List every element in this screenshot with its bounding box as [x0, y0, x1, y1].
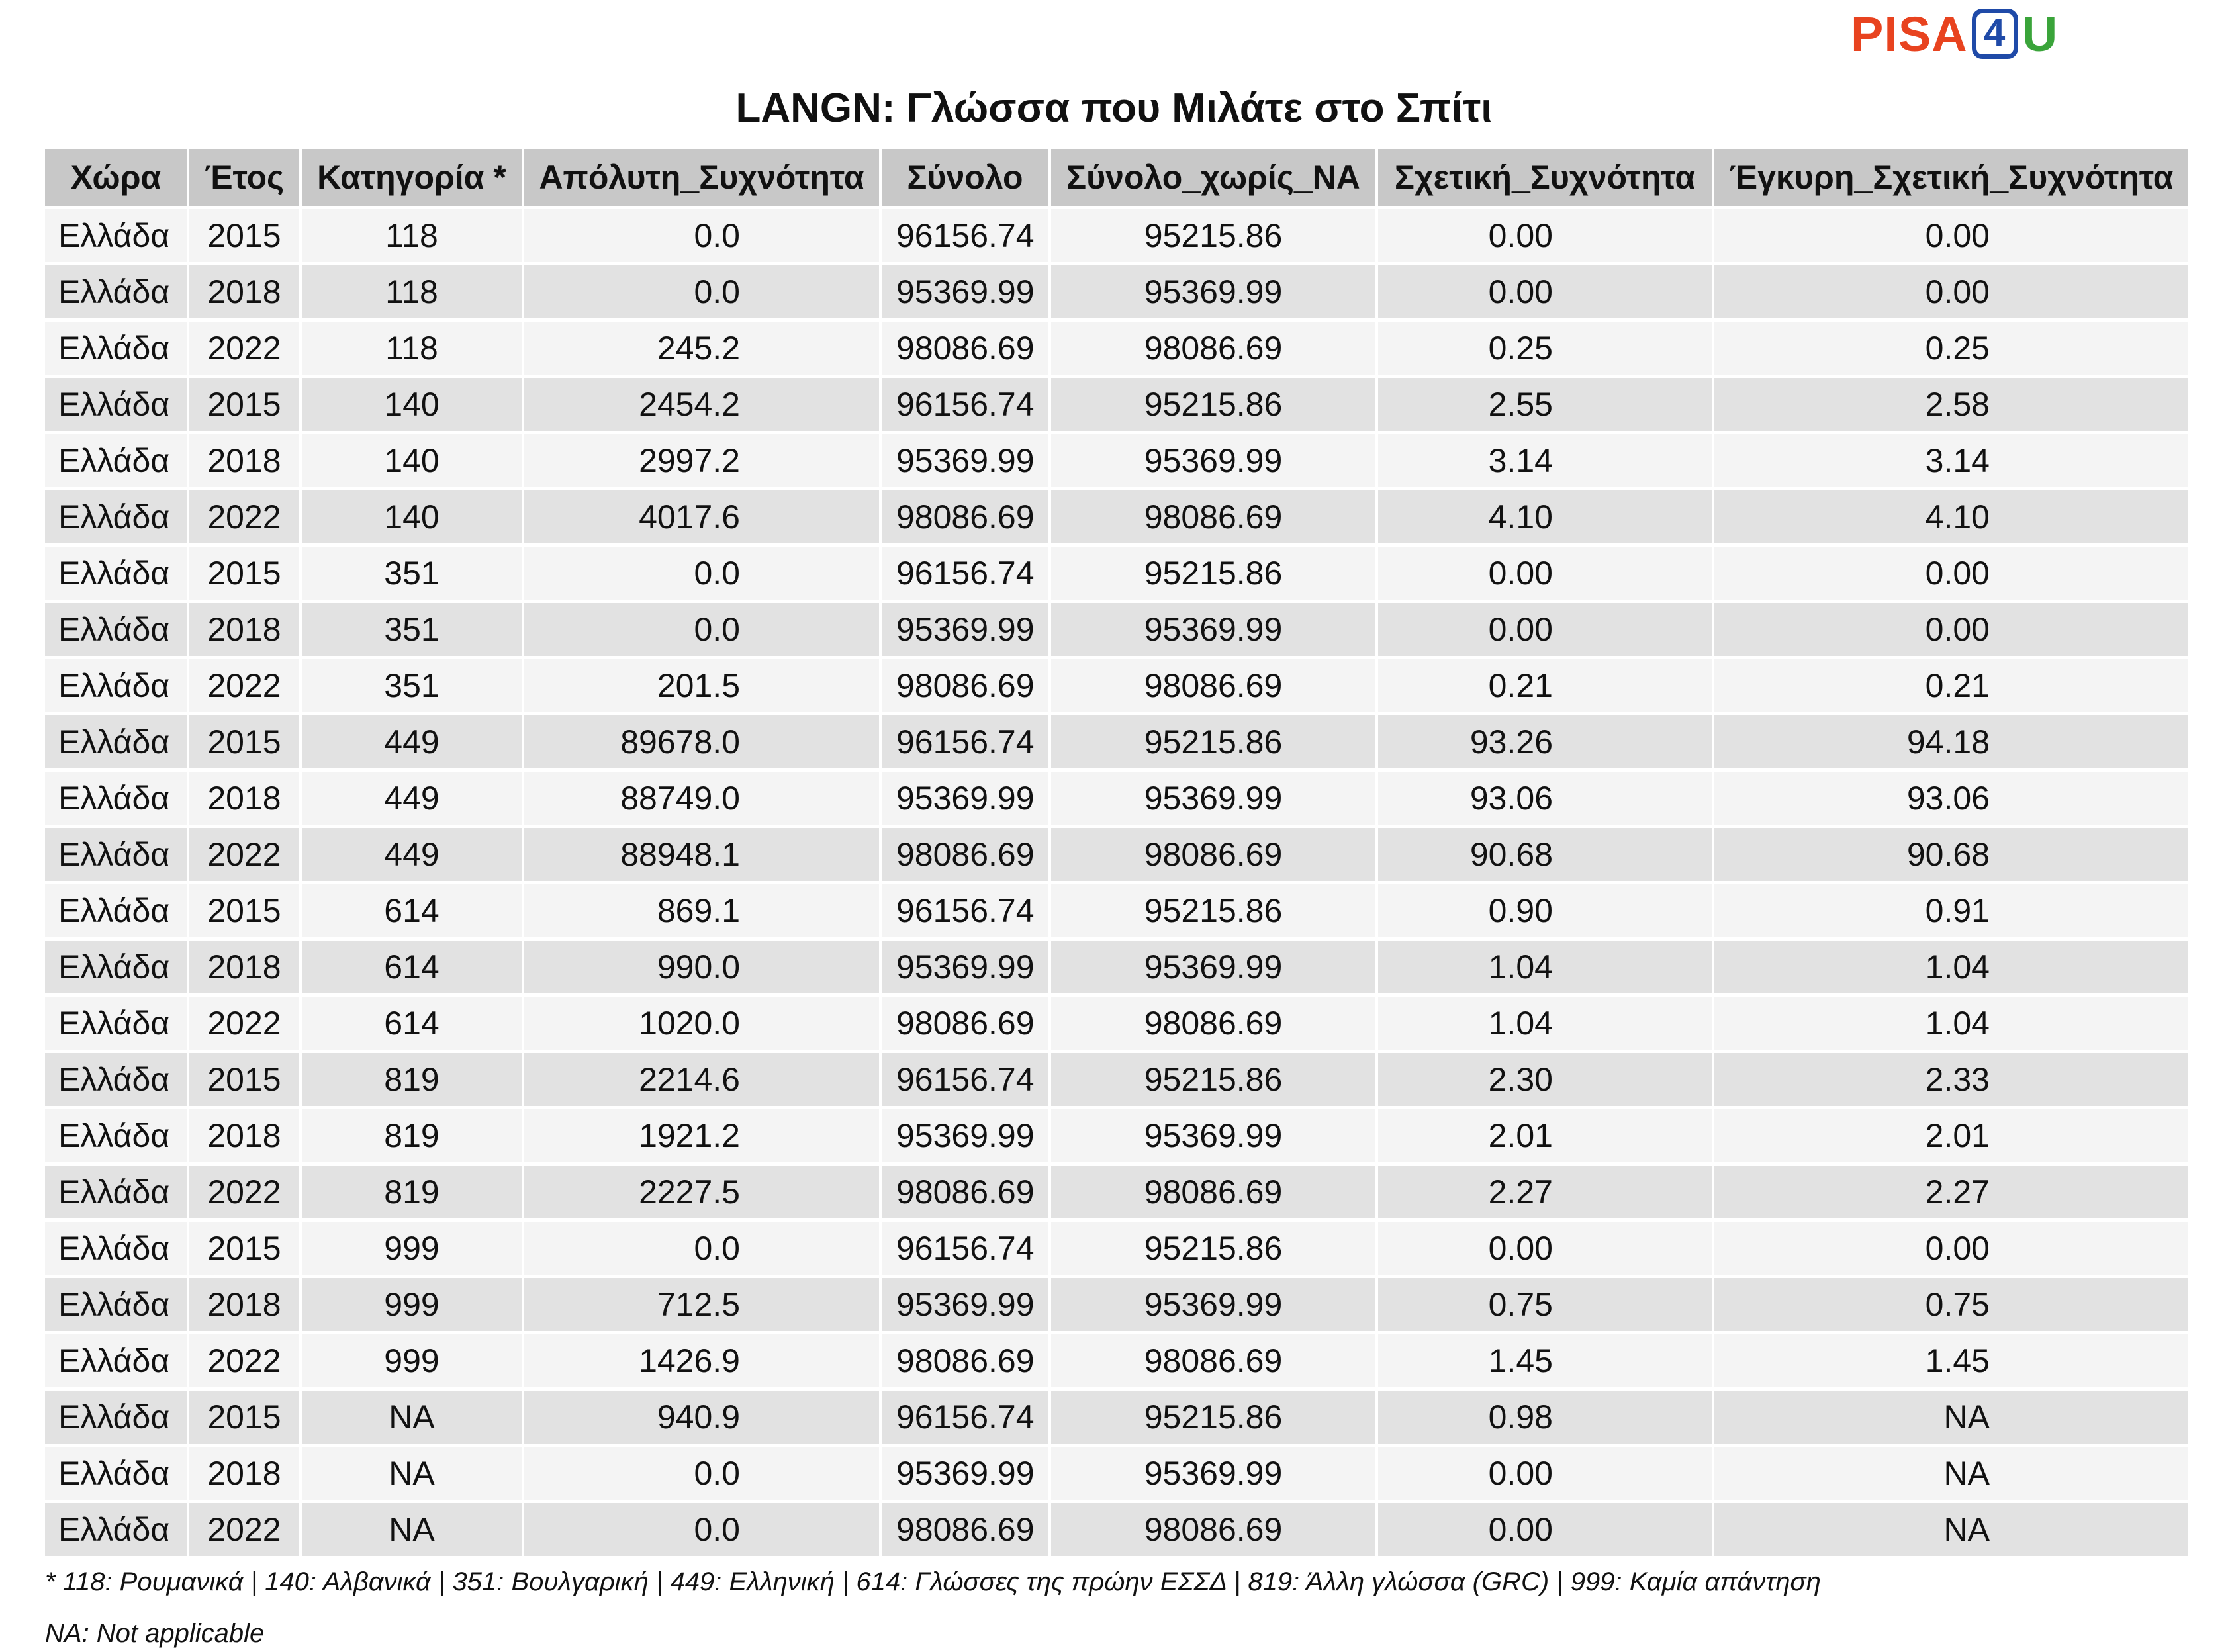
- table-row: [45, 1220, 2190, 1277]
- cell-total: 96156.74: [880, 377, 1050, 433]
- cell-total-without-na: 95215.86: [1050, 545, 1377, 602]
- cell-country: Ελλάδα: [45, 433, 188, 489]
- cell-total-without-na: 95369.99: [1050, 770, 1377, 827]
- cell-relative-frequency: 0.00: [1377, 602, 1713, 658]
- cell-total-without-na: 95215.86: [1050, 1052, 1377, 1108]
- cell-year: 2018: [188, 1108, 301, 1164]
- cell-relative-frequency: 93.06: [1377, 770, 1713, 827]
- header-relative-frequency: Σχετική_Συχνότητα: [1377, 149, 1713, 208]
- cell-total: 96156.74: [880, 1052, 1050, 1108]
- header-total-without-na: Σύνολο_χωρίς_NA: [1050, 149, 1377, 208]
- cell-total: 96156.74: [880, 883, 1050, 939]
- cell-country: Ελλάδα: [45, 1220, 188, 1277]
- cell-year: 2018: [188, 1277, 301, 1333]
- cell-category: 351: [301, 602, 523, 658]
- header-valid-relative-frequency: Έγκυρη_Σχετική_Συχνότητα: [1713, 149, 2190, 208]
- cell-total-without-na: 95215.86: [1050, 714, 1377, 770]
- cell-year: 2022: [188, 1333, 301, 1389]
- cell-valid-relative-frequency: 2.01: [1713, 1108, 2190, 1164]
- cell-total: 95369.99: [880, 1108, 1050, 1164]
- table-row: [45, 264, 2190, 320]
- cell-year: 2022: [188, 320, 301, 377]
- cell-relative-frequency: 0.00: [1377, 1502, 1713, 1557]
- footnote-categories: * 118: Ρουμανικά | 140: Αλβανικά | 351: Βουλγαρική | 449: Ελληνική | 614: Γλώσσες της πρώην ΕΣΣΔ | 819: Άλλη γλώσσα (GRC) | 999: Καμία απάντηση: [45, 1567, 1821, 1596]
- cell-absolute-frequency: 869.1: [523, 883, 880, 939]
- cell-year: 2022: [188, 827, 301, 883]
- cell-absolute-frequency: 2454.2: [523, 377, 880, 433]
- table-row: [45, 1277, 2190, 1333]
- cell-category: 351: [301, 545, 523, 602]
- cell-category: 819: [301, 1052, 523, 1108]
- cell-country: Ελλάδα: [45, 714, 188, 770]
- cell-relative-frequency: 1.04: [1377, 939, 1713, 995]
- cell-total: 98086.69: [880, 658, 1050, 714]
- cell-total: 95369.99: [880, 602, 1050, 658]
- cell-total-without-na: 95369.99: [1050, 433, 1377, 489]
- cell-relative-frequency: 0.00: [1377, 1220, 1713, 1277]
- cell-category: 351: [301, 658, 523, 714]
- cell-absolute-frequency: 2214.6: [523, 1052, 880, 1108]
- cell-total: 98086.69: [880, 1502, 1050, 1557]
- cell-category: 614: [301, 995, 523, 1052]
- cell-total: 98086.69: [880, 489, 1050, 545]
- cell-absolute-frequency: 4017.6: [523, 489, 880, 545]
- cell-total-without-na: 98086.69: [1050, 1502, 1377, 1557]
- cell-relative-frequency: 0.98: [1377, 1389, 1713, 1446]
- cell-category: 449: [301, 827, 523, 883]
- pisa4u-logo: [1851, 5, 2058, 62]
- cell-country: Ελλάδα: [45, 545, 188, 602]
- logo-text-four: 4: [1972, 9, 2018, 59]
- cell-total: 95369.99: [880, 770, 1050, 827]
- header-total: Σύνολο: [880, 149, 1050, 208]
- cell-total: 98086.69: [880, 1333, 1050, 1389]
- cell-year: 2015: [188, 208, 301, 264]
- cell-total-without-na: 95369.99: [1050, 939, 1377, 995]
- cell-relative-frequency: 0.00: [1377, 208, 1713, 264]
- cell-year: 2015: [188, 883, 301, 939]
- cell-valid-relative-frequency: 1.45: [1713, 1333, 2190, 1389]
- cell-country: Ελλάδα: [45, 827, 188, 883]
- cell-absolute-frequency: 89678.0: [523, 714, 880, 770]
- cell-total: 98086.69: [880, 827, 1050, 883]
- cell-total: 96156.74: [880, 545, 1050, 602]
- cell-absolute-frequency: 0.0: [523, 545, 880, 602]
- cell-relative-frequency: 2.55: [1377, 377, 1713, 433]
- cell-valid-relative-frequency: 94.18: [1713, 714, 2190, 770]
- cell-absolute-frequency: 1921.2: [523, 1108, 880, 1164]
- cell-valid-relative-frequency: NA: [1713, 1389, 2190, 1446]
- cell-year: 2018: [188, 939, 301, 995]
- table-row: [45, 770, 2190, 827]
- cell-valid-relative-frequency: 1.04: [1713, 995, 2190, 1052]
- cell-valid-relative-frequency: 2.58: [1713, 377, 2190, 433]
- cell-total-without-na: 98086.69: [1050, 1333, 1377, 1389]
- cell-year: 2015: [188, 1052, 301, 1108]
- table-row: [45, 714, 2190, 770]
- table-row: [45, 489, 2190, 545]
- cell-year: 2015: [188, 1389, 301, 1446]
- header-year: Έτος: [188, 149, 301, 208]
- cell-valid-relative-frequency: 90.68: [1713, 827, 2190, 883]
- cell-total-without-na: 95215.86: [1050, 377, 1377, 433]
- cell-total: 95369.99: [880, 433, 1050, 489]
- cell-category: 140: [301, 377, 523, 433]
- cell-total-without-na: 98086.69: [1050, 320, 1377, 377]
- cell-total-without-na: 98086.69: [1050, 1164, 1377, 1220]
- cell-country: Ελλάδα: [45, 995, 188, 1052]
- table-row: [45, 1108, 2190, 1164]
- cell-valid-relative-frequency: 93.06: [1713, 770, 2190, 827]
- cell-absolute-frequency: 88749.0: [523, 770, 880, 827]
- table-row: [45, 545, 2190, 602]
- cell-year: 2022: [188, 489, 301, 545]
- cell-absolute-frequency: 0.0: [523, 602, 880, 658]
- cell-country: Ελλάδα: [45, 320, 188, 377]
- cell-valid-relative-frequency: 0.75: [1713, 1277, 2190, 1333]
- cell-relative-frequency: 2.27: [1377, 1164, 1713, 1220]
- cell-absolute-frequency: 1426.9: [523, 1333, 880, 1389]
- cell-country: Ελλάδα: [45, 770, 188, 827]
- cell-valid-relative-frequency: 0.21: [1713, 658, 2190, 714]
- cell-absolute-frequency: 940.9: [523, 1389, 880, 1446]
- cell-category: NA: [301, 1389, 523, 1446]
- cell-total: 96156.74: [880, 1389, 1050, 1446]
- cell-country: Ελλάδα: [45, 1164, 188, 1220]
- cell-relative-frequency: 2.01: [1377, 1108, 1713, 1164]
- cell-country: Ελλάδα: [45, 1446, 188, 1502]
- cell-category: 118: [301, 320, 523, 377]
- cell-relative-frequency: 3.14: [1377, 433, 1713, 489]
- cell-category: 449: [301, 714, 523, 770]
- cell-relative-frequency: 0.00: [1377, 1446, 1713, 1502]
- cell-total-without-na: 95369.99: [1050, 1277, 1377, 1333]
- cell-year: 2018: [188, 770, 301, 827]
- cell-absolute-frequency: 2227.5: [523, 1164, 880, 1220]
- logo-text-u: U: [2021, 6, 2059, 62]
- cell-relative-frequency: 0.90: [1377, 883, 1713, 939]
- cell-year: 2022: [188, 995, 301, 1052]
- cell-absolute-frequency: 2997.2: [523, 433, 880, 489]
- cell-year: 2015: [188, 714, 301, 770]
- cell-absolute-frequency: 0.0: [523, 1220, 880, 1277]
- table-row: [45, 1502, 2190, 1557]
- cell-country: Ελλάδα: [45, 1389, 188, 1446]
- cell-total-without-na: 98086.69: [1050, 827, 1377, 883]
- cell-year: 2018: [188, 602, 301, 658]
- cell-country: Ελλάδα: [45, 883, 188, 939]
- cell-country: Ελλάδα: [45, 1052, 188, 1108]
- cell-valid-relative-frequency: 2.33: [1713, 1052, 2190, 1108]
- table-row: [45, 377, 2190, 433]
- table-row: [45, 433, 2190, 489]
- cell-category: 819: [301, 1164, 523, 1220]
- cell-country: Ελλάδα: [45, 264, 188, 320]
- table-row: [45, 995, 2190, 1052]
- cell-relative-frequency: 90.68: [1377, 827, 1713, 883]
- cell-country: Ελλάδα: [45, 208, 188, 264]
- cell-absolute-frequency: 0.0: [523, 1446, 880, 1502]
- cell-absolute-frequency: 990.0: [523, 939, 880, 995]
- cell-absolute-frequency: 0.0: [523, 1502, 880, 1557]
- cell-total-without-na: 98086.69: [1050, 995, 1377, 1052]
- cell-country: Ελλάδα: [45, 658, 188, 714]
- cell-country: Ελλάδα: [45, 1108, 188, 1164]
- cell-relative-frequency: 1.04: [1377, 995, 1713, 1052]
- cell-category: NA: [301, 1502, 523, 1557]
- table-row: [45, 827, 2190, 883]
- cell-valid-relative-frequency: 1.04: [1713, 939, 2190, 995]
- footnote-na: NA: Not applicable: [45, 1619, 265, 1648]
- table-row: [45, 320, 2190, 377]
- cell-country: Ελλάδα: [45, 489, 188, 545]
- cell-country: Ελλάδα: [45, 939, 188, 995]
- cell-country: Ελλάδα: [45, 1277, 188, 1333]
- cell-total: 96156.74: [880, 208, 1050, 264]
- cell-absolute-frequency: 712.5: [523, 1277, 880, 1333]
- cell-total-without-na: 98086.69: [1050, 658, 1377, 714]
- cell-absolute-frequency: 0.0: [523, 208, 880, 264]
- cell-relative-frequency: 1.45: [1377, 1333, 1713, 1389]
- cell-category: 118: [301, 208, 523, 264]
- cell-category: 614: [301, 883, 523, 939]
- cell-valid-relative-frequency: NA: [1713, 1502, 2190, 1557]
- cell-valid-relative-frequency: 4.10: [1713, 489, 2190, 545]
- cell-category: 819: [301, 1108, 523, 1164]
- cell-absolute-frequency: 201.5: [523, 658, 880, 714]
- cell-year: 2018: [188, 264, 301, 320]
- cell-valid-relative-frequency: 3.14: [1713, 433, 2190, 489]
- cell-category: NA: [301, 1446, 523, 1502]
- cell-total-without-na: 95369.99: [1050, 264, 1377, 320]
- cell-total: 95369.99: [880, 264, 1050, 320]
- logo-text-pisa: PISA: [1851, 6, 1968, 62]
- cell-year: 2022: [188, 1164, 301, 1220]
- cell-relative-frequency: 0.00: [1377, 545, 1713, 602]
- cell-category: 999: [301, 1277, 523, 1333]
- cell-total: 95369.99: [880, 939, 1050, 995]
- cell-relative-frequency: 2.30: [1377, 1052, 1713, 1108]
- page-title: LANGN: Γλώσσα που Μιλάτε στο Σπίτι: [735, 85, 1493, 131]
- cell-category: 140: [301, 433, 523, 489]
- cell-category: 140: [301, 489, 523, 545]
- cell-valid-relative-frequency: 0.00: [1713, 1220, 2190, 1277]
- frequency-table: [45, 149, 2191, 1556]
- cell-relative-frequency: 4.10: [1377, 489, 1713, 545]
- cell-year: 2018: [188, 433, 301, 489]
- cell-total: 96156.74: [880, 714, 1050, 770]
- cell-relative-frequency: 0.21: [1377, 658, 1713, 714]
- header-absolute-frequency: Απόλυτη_Συχνότητα: [523, 149, 880, 208]
- cell-total-without-na: 95369.99: [1050, 1446, 1377, 1502]
- cell-total-without-na: 98086.69: [1050, 489, 1377, 545]
- cell-total: 98086.69: [880, 320, 1050, 377]
- table-row: [45, 1052, 2190, 1108]
- cell-relative-frequency: 93.26: [1377, 714, 1713, 770]
- cell-valid-relative-frequency: 0.00: [1713, 545, 2190, 602]
- table-row: [45, 939, 2190, 995]
- cell-total-without-na: 95369.99: [1050, 602, 1377, 658]
- cell-total-without-na: 95215.86: [1050, 1389, 1377, 1446]
- table-row: [45, 602, 2190, 658]
- cell-valid-relative-frequency: 0.00: [1713, 208, 2190, 264]
- cell-country: Ελλάδα: [45, 1333, 188, 1389]
- cell-absolute-frequency: 0.0: [523, 264, 880, 320]
- cell-total: 98086.69: [880, 1164, 1050, 1220]
- cell-year: 2015: [188, 545, 301, 602]
- cell-total: 95369.99: [880, 1277, 1050, 1333]
- cell-valid-relative-frequency: 0.00: [1713, 602, 2190, 658]
- cell-valid-relative-frequency: NA: [1713, 1446, 2190, 1502]
- cell-total: 98086.69: [880, 995, 1050, 1052]
- header-country: Χώρα: [45, 149, 188, 208]
- cell-total-without-na: 95215.86: [1050, 208, 1377, 264]
- cell-year: 2022: [188, 658, 301, 714]
- cell-category: 999: [301, 1220, 523, 1277]
- cell-country: Ελλάδα: [45, 1502, 188, 1557]
- table-row: [45, 1389, 2190, 1446]
- cell-year: 2015: [188, 1220, 301, 1277]
- cell-valid-relative-frequency: 0.25: [1713, 320, 2190, 377]
- table-row: [45, 1164, 2190, 1220]
- table-row: [45, 1333, 2190, 1389]
- cell-relative-frequency: 0.25: [1377, 320, 1713, 377]
- table-row: [45, 658, 2190, 714]
- header-category: Κατηγορία *: [301, 149, 523, 208]
- cell-category: 614: [301, 939, 523, 995]
- cell-category: 449: [301, 770, 523, 827]
- cell-year: 2022: [188, 1502, 301, 1557]
- cell-valid-relative-frequency: 0.91: [1713, 883, 2190, 939]
- table-header-row: [45, 149, 2190, 208]
- cell-total-without-na: 95369.99: [1050, 1108, 1377, 1164]
- cell-total: 96156.74: [880, 1220, 1050, 1277]
- table-row: [45, 883, 2190, 939]
- cell-relative-frequency: 0.00: [1377, 264, 1713, 320]
- cell-year: 2015: [188, 377, 301, 433]
- cell-valid-relative-frequency: 2.27: [1713, 1164, 2190, 1220]
- cell-total-without-na: 95215.86: [1050, 1220, 1377, 1277]
- cell-country: Ελλάδα: [45, 602, 188, 658]
- cell-country: Ελλάδα: [45, 377, 188, 433]
- cell-total-without-na: 95215.86: [1050, 883, 1377, 939]
- table-row: [45, 208, 2190, 264]
- cell-absolute-frequency: 88948.1: [523, 827, 880, 883]
- cell-absolute-frequency: 1020.0: [523, 995, 880, 1052]
- cell-category: 999: [301, 1333, 523, 1389]
- cell-absolute-frequency: 245.2: [523, 320, 880, 377]
- cell-category: 118: [301, 264, 523, 320]
- cell-valid-relative-frequency: 0.00: [1713, 264, 2190, 320]
- cell-total: 95369.99: [880, 1446, 1050, 1502]
- cell-year: 2018: [188, 1446, 301, 1502]
- cell-relative-frequency: 0.75: [1377, 1277, 1713, 1333]
- table-row: [45, 1446, 2190, 1502]
